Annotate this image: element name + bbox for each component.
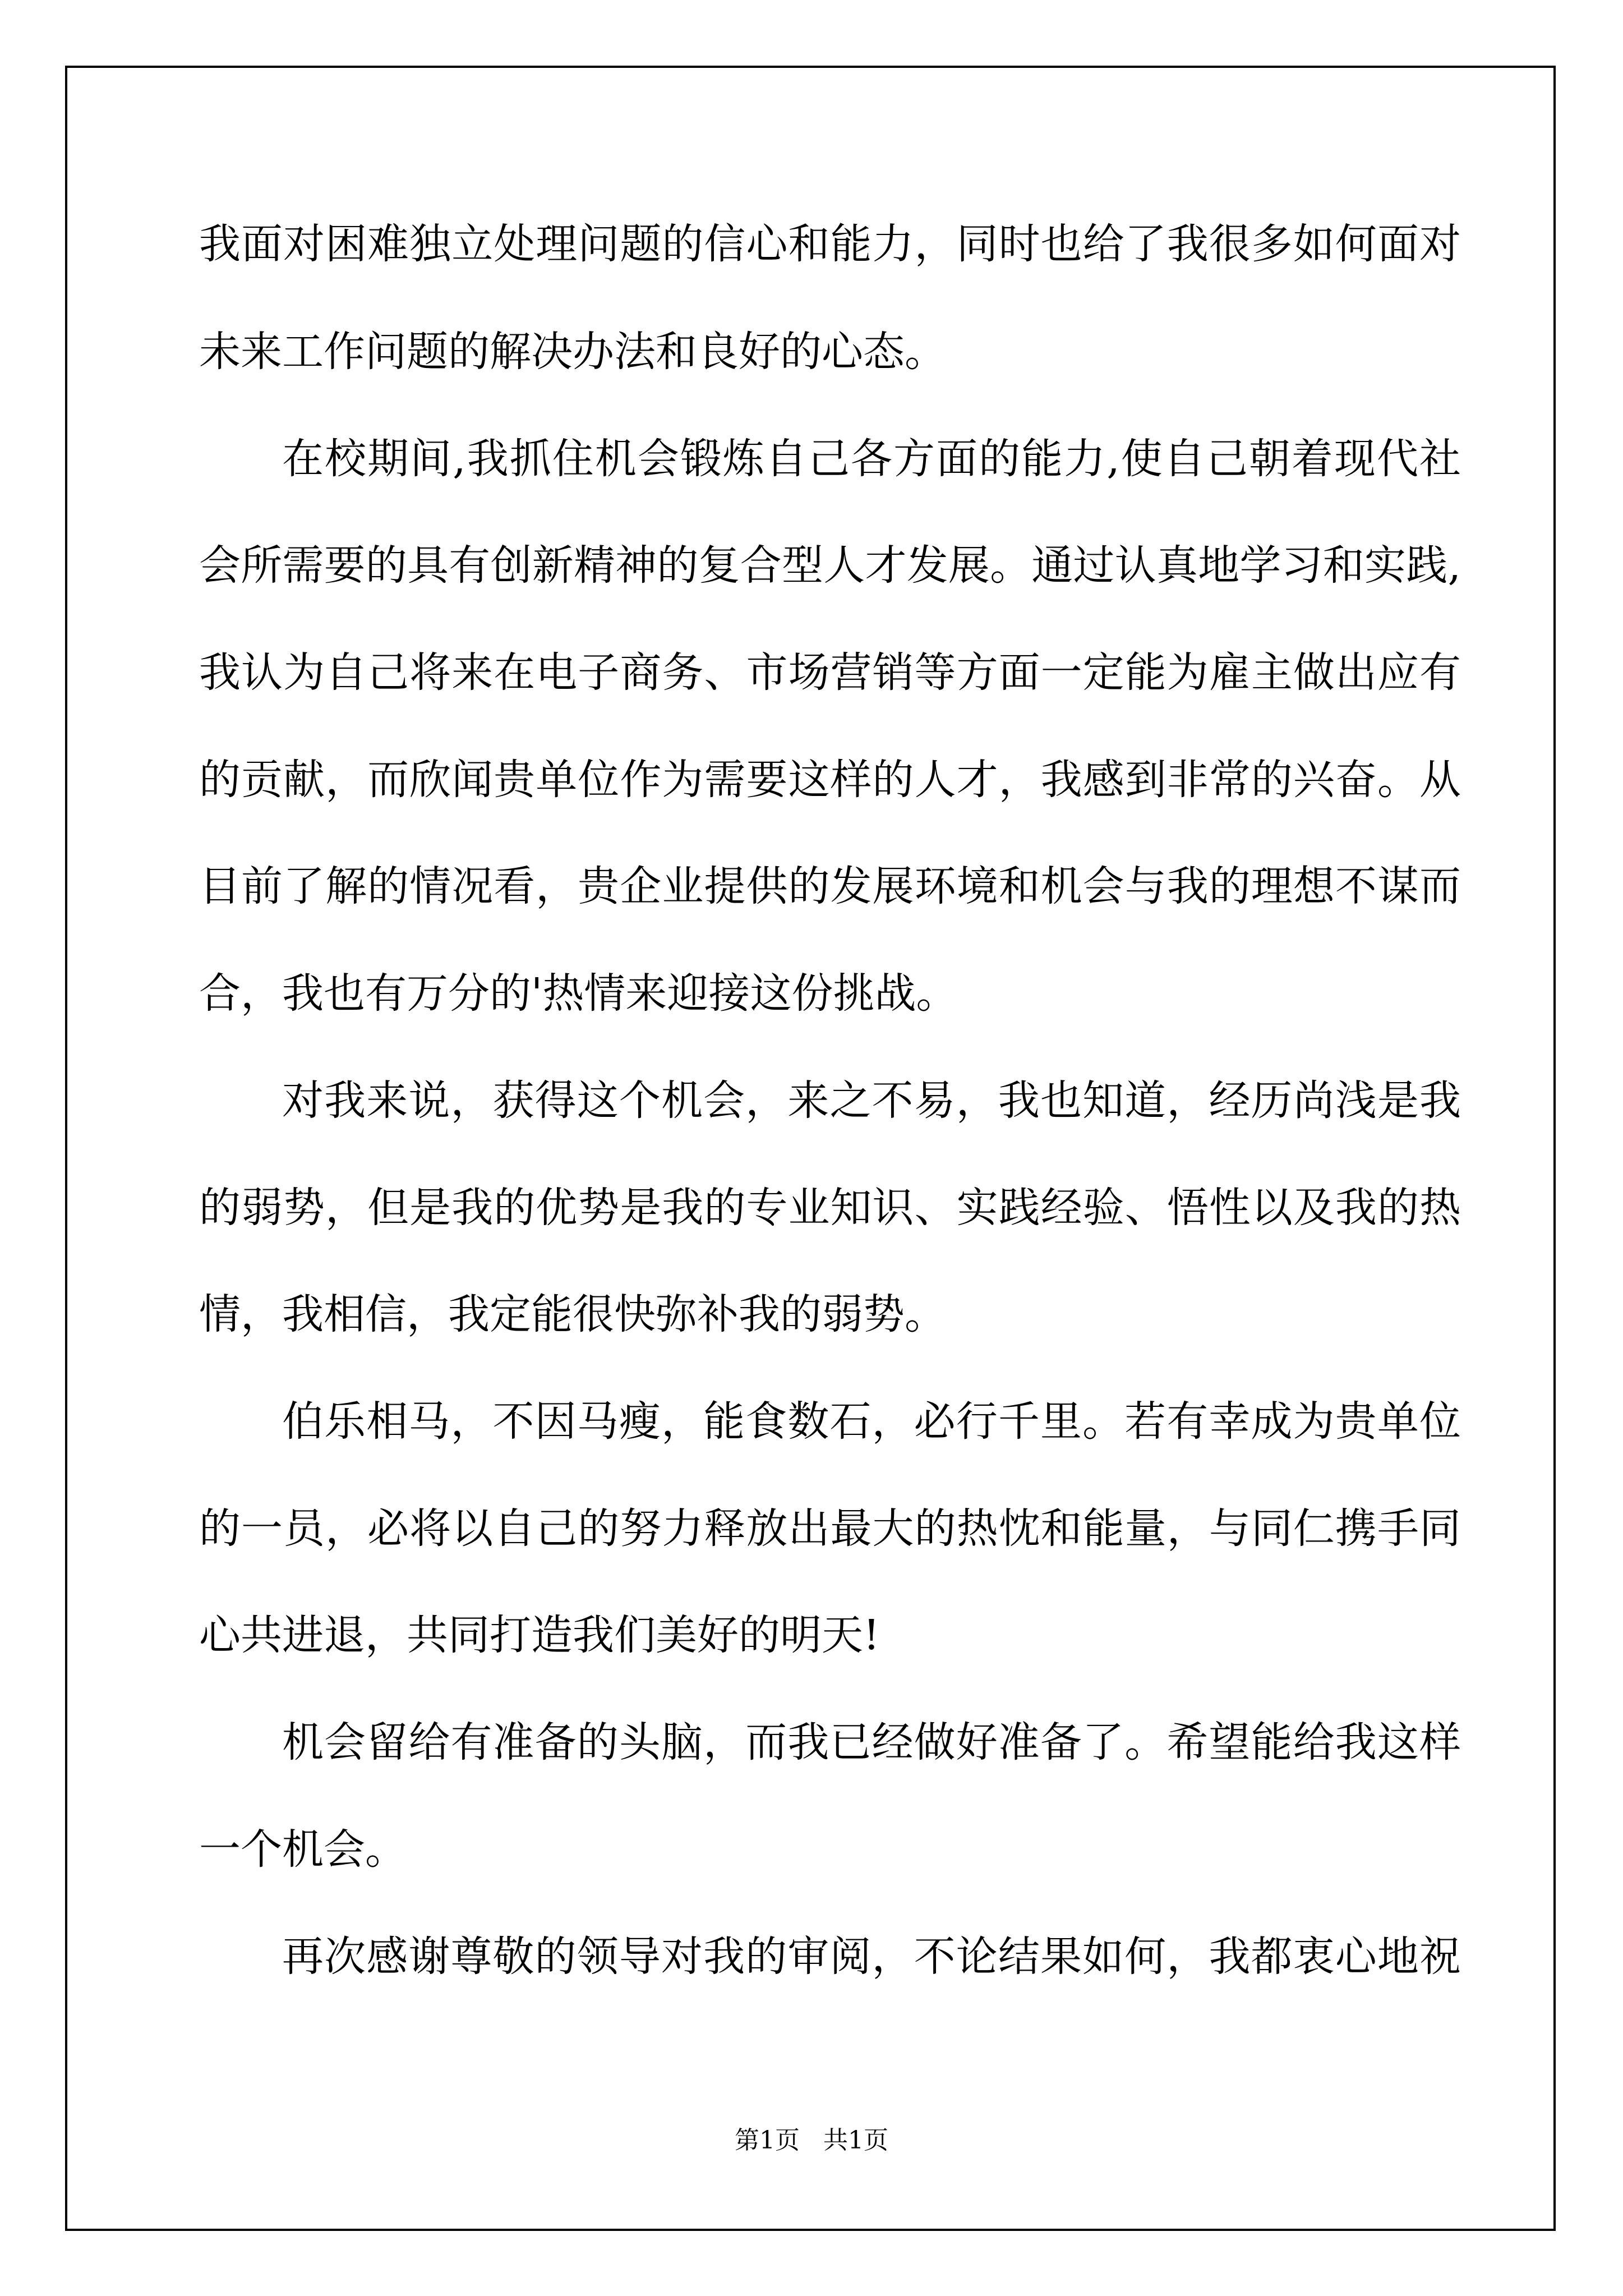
text-line-1: 我面对困难独立处理问题的信心和能力，同时也给了我很多如何面对: [199, 220, 1461, 268]
text-line-11: 情，我相信，我定能很快弥补我的弱势。: [199, 1290, 946, 1338]
text-line-3: 在校期间,我抓住机会锻炼自己各方面的能力,使自己朝着现代社: [282, 435, 1461, 483]
text-line-7: 目前了解的情况看，贵企业提供的发展环境和机会与我的理想不谋而: [199, 862, 1461, 910]
text-line-5: 我认为自己将来在电子商务、市场营销等方面一定能为雇主做出应有: [199, 648, 1461, 697]
page-border: [65, 66, 1556, 2231]
text-line-6: 的贡献，而欣闻贵单位作为需要这样的人才，我感到非常的兴奋。从: [199, 756, 1461, 804]
text-line-2: 未来工作问题的解决办法和良好的心态。: [199, 328, 946, 376]
text-line-14: 心共进退，共同打造我们美好的明天!: [199, 1611, 880, 1659]
text-line-13: 的一员，必将以自己的努力释放出最大的热忱和能量，与同仁携手同: [199, 1504, 1461, 1553]
text-line-4: 会所需要的具有创新精神的复合型人才发展。通过认真地学习和实践,: [199, 541, 1461, 590]
text-line-17: 再次感谢尊敬的领导对我的审阅，不论结果如何，我都衷心地祝: [282, 1932, 1461, 1981]
text-line-8: 合，我也有万分的'热情来迎接这份挑战。: [199, 969, 958, 1018]
text-line-16: 一个机会。: [199, 1825, 407, 1874]
text-line-15: 机会留给有准备的头脑，而我已经做好准备了。希望能给我这样: [282, 1718, 1461, 1766]
text-line-9: 对我来说，获得这个机会，来之不易，我也知道，经历尚浅是我: [282, 1076, 1461, 1125]
text-line-12: 伯乐相马，不因马瘦，能食数石，必行千里。若有幸成为贵单位: [282, 1397, 1461, 1446]
page-footer: 第1页 共1页: [735, 2126, 888, 2155]
text-line-10: 的弱势，但是我的优势是我的专业知识、实践经验、悟性以及我的热: [199, 1184, 1461, 1232]
